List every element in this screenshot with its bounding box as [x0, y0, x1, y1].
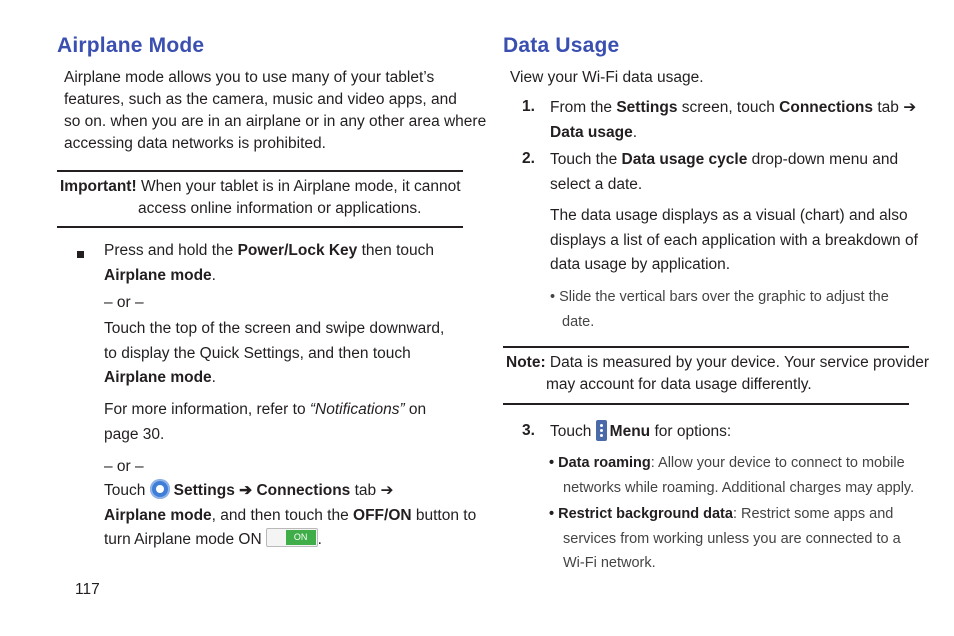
text: then touch — [357, 242, 435, 259]
note-label: Note: — [506, 354, 546, 371]
power-lock-key-label: Power/Lock Key — [237, 242, 358, 259]
step-number: 2. — [522, 150, 535, 167]
text: , and then touch the — [211, 506, 354, 524]
important-label: Important! — [60, 178, 137, 195]
on-toggle-icon — [266, 528, 318, 547]
settings-label: Settings — [173, 482, 235, 499]
text: • Slide the vertical bars over the graphic to adjust the — [550, 289, 889, 305]
note-text-line2: may account for data usage differently. — [546, 376, 812, 393]
text: . — [211, 369, 216, 386]
text: Touch the — [550, 151, 622, 168]
intro-line: accessing data networks is prohibited. — [64, 135, 326, 152]
airplane-mode-label: Airplane mode — [104, 266, 212, 284]
text: : Restrict some apps and — [732, 506, 894, 522]
data-roaming-label: Data roaming — [558, 455, 651, 471]
connections-label: Connections — [256, 482, 351, 499]
text: tab ➔ — [873, 99, 917, 116]
text: services from working unless you are connected to a — [563, 530, 901, 547]
power-key-instruction — [104, 239, 434, 288]
divider — [503, 346, 909, 348]
intro-line: Airplane mode allows you to use many of your tablet’s — [64, 69, 435, 86]
text: to display the Quick Settings, and then touch — [104, 344, 411, 362]
text: drop-down menu and — [747, 151, 899, 168]
data-roaming-option — [549, 451, 914, 500]
airplane-intro — [64, 67, 486, 155]
section-title-airplane-mode: Airplane Mode — [57, 34, 205, 57]
text: Press and hold the — [104, 242, 238, 259]
text: : Allow your device to connect to mobile — [650, 455, 905, 471]
data-usage-intro: View your Wi-Fi data usage. — [510, 69, 704, 86]
page-number: 117 — [75, 581, 100, 598]
divider — [57, 226, 463, 228]
off-on-label: OFF/ON — [353, 506, 412, 524]
divider — [57, 170, 463, 172]
text: For more information, refer to — [104, 401, 310, 418]
text: Touch — [550, 423, 596, 440]
swipe-instruction — [104, 317, 444, 391]
text: date. — [562, 313, 595, 330]
section-title-data-usage: Data Usage — [503, 34, 620, 57]
arrow: ➔ — [234, 482, 257, 499]
data-usage-label: Data usage — [550, 123, 633, 141]
step-2 — [550, 148, 898, 197]
settings-instruction — [104, 479, 476, 553]
text: The data usage displays as a visual (chart) and also — [550, 207, 908, 224]
text: From the — [550, 99, 617, 116]
text: select a date. — [550, 175, 643, 193]
text: page 30. — [104, 425, 165, 443]
text: tab ➔ — [350, 482, 394, 499]
step-1 — [550, 96, 916, 145]
connections-label: Connections — [779, 99, 874, 116]
text: . — [632, 123, 638, 141]
text: data usage by application. — [550, 256, 731, 273]
toggle-label: ON — [286, 530, 316, 545]
menu-label: Menu — [609, 423, 651, 440]
step-3 — [550, 420, 731, 443]
settings-label: Settings — [616, 99, 678, 116]
text: networks while roaming. Additional charges may apply. — [563, 479, 915, 496]
or-separator: – or – — [104, 294, 144, 311]
text: . — [211, 266, 216, 284]
text: on — [404, 401, 427, 418]
restrict-background-label: Restrict background data — [558, 506, 733, 522]
text: button to — [411, 506, 477, 524]
step-number: 3. — [522, 422, 535, 439]
bullet-square — [77, 245, 84, 263]
text: turn Airplane mode ON — [104, 531, 262, 548]
text: for options: — [650, 423, 732, 440]
data-usage-description — [550, 204, 918, 278]
notifications-reference-link[interactable]: “Notifications” — [309, 401, 405, 418]
important-text-line2: access online information or applications. — [138, 200, 422, 217]
text: Wi-Fi network. — [563, 555, 656, 571]
intro-line: features, such as the camera, music and video apps, and — [64, 91, 457, 108]
menu-icon — [596, 420, 607, 441]
text: . — [317, 531, 322, 548]
text: displays a list of each application with a breakdown of — [550, 231, 918, 249]
restrict-background-option — [549, 502, 901, 576]
divider — [503, 403, 909, 405]
airplane-mode-label: Airplane mode — [104, 506, 212, 524]
more-info — [104, 398, 426, 447]
note-text: Data is measured by your device. Your service provider — [545, 354, 929, 371]
data-usage-cycle-label: Data usage cycle — [621, 151, 748, 168]
text: Touch the top of the screen and swipe downward, — [104, 320, 445, 337]
text: screen, touch — [677, 99, 780, 116]
or-separator: – or – — [104, 458, 144, 475]
settings-gear-icon — [150, 479, 170, 499]
important-text: When your tablet is in Airplane mode, it cannot — [136, 178, 461, 195]
airplane-mode-label: Airplane mode — [104, 369, 212, 386]
step-number: 1. — [522, 98, 535, 115]
bullet: • — [549, 455, 559, 471]
intro-line: so on. when you are in an airplane or in any other area where — [64, 113, 487, 130]
important-callout — [60, 176, 461, 220]
text: Touch — [104, 482, 150, 499]
bullet: • — [549, 506, 559, 522]
slide-bars-bullet — [550, 285, 889, 334]
note-callout — [506, 352, 929, 396]
